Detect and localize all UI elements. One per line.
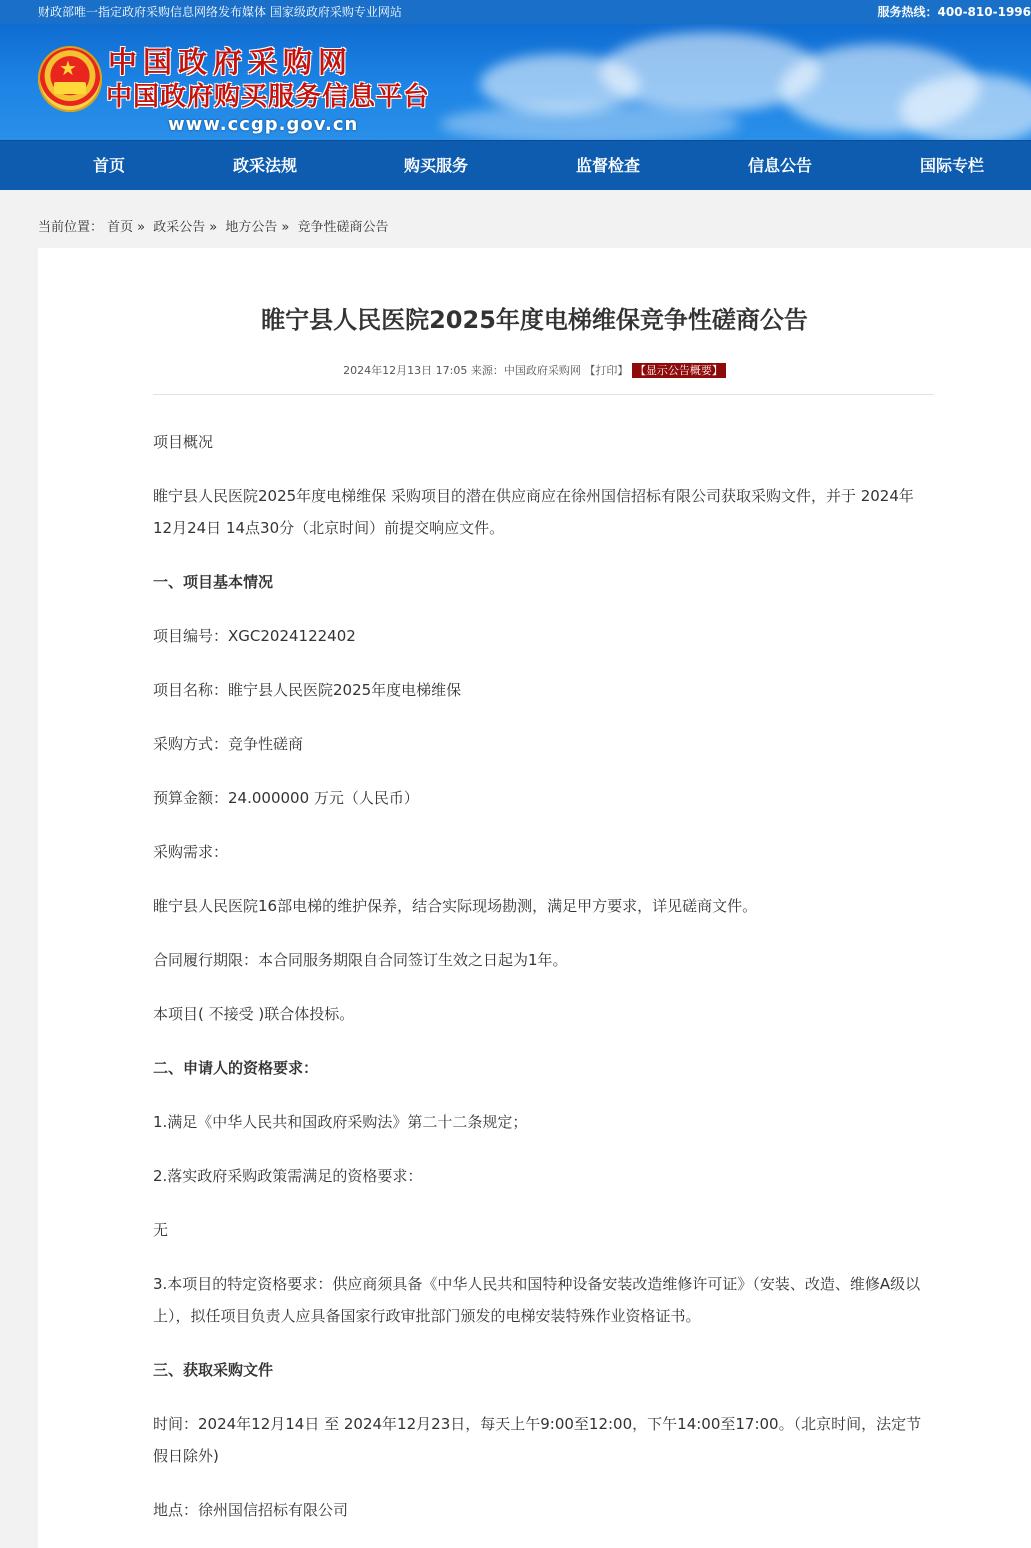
article-paragraph: 项目编号：XGC2024122402 xyxy=(153,627,356,645)
article-paragraph: 地点：徐州国信招标有限公司 xyxy=(153,1501,349,1519)
hotline xyxy=(878,0,1031,24)
breadcrumb-separator: » xyxy=(137,220,146,235)
nav-notices[interactable]: 信息公告 xyxy=(747,156,812,175)
section-heading: 三、获取采购文件 xyxy=(153,1361,274,1379)
breadcrumb-consultation-notices[interactable]: 竞争性磋商公告 xyxy=(297,220,389,235)
article-date: 2024年12月13日 17:05 xyxy=(343,364,468,377)
nav-international[interactable]: 国际专栏 xyxy=(919,156,984,175)
article-card xyxy=(38,248,1031,1548)
national-emblem-icon[interactable]: ★ xyxy=(38,46,102,112)
article-paragraph: 本项目( 不接受 )联合体投标。 xyxy=(153,1005,355,1023)
nav-services[interactable]: 购买服务 xyxy=(403,156,468,175)
cloud-decoration xyxy=(900,74,1031,140)
article-paragraph: 1.满足《中华人民共和国政府采购法》第二十二条规定； xyxy=(153,1113,528,1131)
article-source: 来源：中国政府采购网 xyxy=(470,364,581,377)
article-paragraph: 3.本项目的特定资格要求：供应商须具备《中华人民共和国特种设备安装改造维修许可证》（安装、改造、维修A级以上），拟任项目负责人应具备国家行政审批部门颁发的电梯安装特殊作业资格证书。 xyxy=(153,1275,921,1325)
breadcrumb-separator: » xyxy=(281,220,290,235)
breadcrumb xyxy=(38,216,389,235)
hotline-label: 服务热线： xyxy=(877,5,938,19)
cloud-decoration xyxy=(440,104,740,140)
site-slogan: 财政部唯一指定政府采购信息网络发布媒体 国家级政府采购专业网站 xyxy=(38,5,402,19)
article-paragraph: 采购方式：竞争性磋商 xyxy=(153,735,304,753)
article-paragraph: 合同履行期限：本合同服务期限自合同签订生效之日起为1年。 xyxy=(153,951,568,969)
section-heading: 二、申请人的资格要求： xyxy=(153,1059,319,1077)
logo-title[interactable]: 中国政府采购网 xyxy=(108,45,354,79)
print-link[interactable]: 【打印】 xyxy=(584,364,629,377)
article-title: 睢宁县人民医院2025年度电梯维保竞争性磋商公告 xyxy=(261,306,808,334)
top-strip xyxy=(0,0,1031,24)
article-paragraph: 项目概况 xyxy=(153,433,214,451)
article-paragraph: 项目名称：睢宁县人民医院2025年度电梯维保 xyxy=(153,681,462,699)
section-heading: 一、项目基本情况 xyxy=(153,573,274,591)
nav-home[interactable]: 首页 xyxy=(92,156,125,175)
hotline-number: 400-810-1996 xyxy=(937,5,1031,19)
breadcrumb-procurement-notices[interactable]: 政采公告 xyxy=(153,220,206,235)
nav-regulations[interactable]: 政采法规 xyxy=(232,156,297,175)
article-paragraph: 预算金额：24.000000 万元（人民币） xyxy=(153,789,419,807)
nav-supervision[interactable]: 监督检查 xyxy=(575,156,640,175)
article-paragraph: 睢宁县人民医院2025年度电梯维保 采购项目的潜在供应商应在徐州国信招标有限公司获取采购文件，并于 2024年12月24日 14点30分（北京时间）前提交响应文件。 xyxy=(153,487,914,537)
logo-url[interactable]: www.ccgp.gov.cn xyxy=(168,114,359,135)
article-paragraph: 睢宁县人民医院16部电梯的维护保养，结合实际现场勘测，满足甲方要求，详见磋商文件。 xyxy=(153,897,758,915)
article-paragraph: 无 xyxy=(153,1221,169,1239)
article-paragraph: 时间：2024年12月14日 至 2024年12月23日，每天上午9:00至12:00，下午14:00至17:00。（北京时间，法定节假日除外) xyxy=(153,1415,922,1465)
article-paragraph: 2.落实政府采购政策需满足的资格要求： xyxy=(153,1167,423,1185)
logo-subtitle[interactable]: 中国政府购买服务信息平台 xyxy=(106,82,431,112)
article-meta xyxy=(38,362,1031,378)
breadcrumb-separator: » xyxy=(209,220,218,235)
article-paragraph: 采购需求： xyxy=(153,843,229,861)
breadcrumb-prefix: 当前位置： xyxy=(38,220,104,235)
main-nav xyxy=(0,140,1031,190)
breadcrumb-local-notices[interactable]: 地方公告 xyxy=(225,220,278,235)
show-summary-button[interactable]: 【显示公告概要】 xyxy=(632,363,726,378)
site-banner xyxy=(0,24,1031,140)
divider xyxy=(153,394,934,395)
article-body xyxy=(153,426,928,1526)
breadcrumb-home[interactable]: 首页 xyxy=(107,220,134,235)
